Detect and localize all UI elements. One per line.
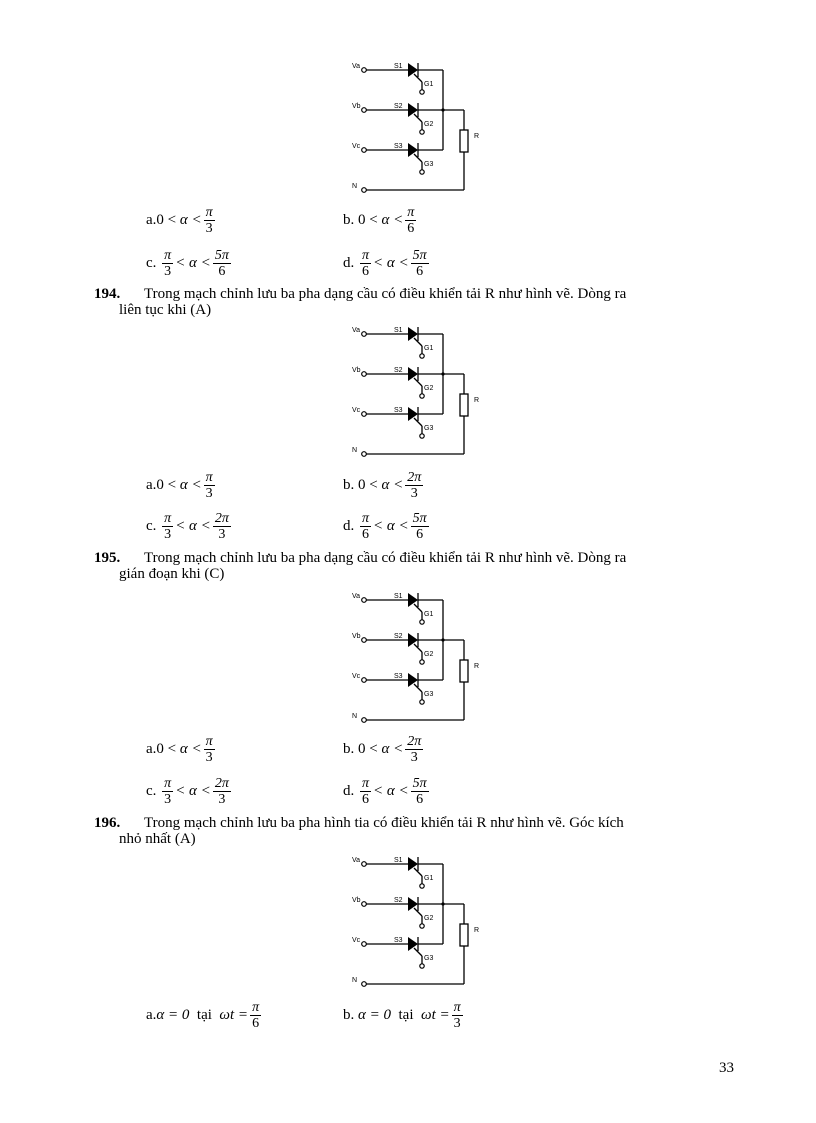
g2-label: G2 — [424, 915, 434, 922]
n-label: N — [352, 447, 358, 454]
answer-b: b. 0 < α < $\frac{2\pi}{3}$ — [343, 733, 422, 765]
rectifier-circuit-diagram — [340, 852, 490, 992]
s1-label: S1 — [394, 63, 403, 70]
rectifier-circuit-diagram — [340, 322, 490, 462]
fraction: $\frac{5\pi}{6}$ — [412, 247, 427, 279]
va-label: Va — [352, 593, 361, 600]
n-label: N — [352, 183, 358, 190]
answer-d: d. $\frac{\pi}{6}$ < α < $\frac{5\pi}{6}$ — [343, 775, 427, 807]
s3-label: S3 — [394, 673, 403, 680]
answer-c: c. $\frac{\pi}{3}$ < α < $\frac{5\pi}{6}$ — [146, 247, 229, 279]
vb-label: Vb — [352, 633, 361, 640]
n-label: N — [352, 713, 358, 720]
answer-c: c. $\frac{\pi}{3}$ < α < $\frac{2\pi}{3}$ — [146, 510, 229, 542]
answer-c: c. $\frac{\pi}{3}$ < α < $\frac{2\pi}{3}$ — [146, 775, 229, 807]
fraction: $\frac{5\pi}{6}$ — [412, 510, 427, 542]
fraction: $\frac{\pi}{6}$ — [362, 510, 370, 542]
g1-label: G1 — [424, 81, 434, 88]
question-text-line2: liên tục khi (A) — [119, 302, 212, 318]
s3-label: S3 — [394, 143, 403, 150]
fraction: $\frac{\pi}{3}$ — [164, 775, 172, 807]
fraction: $\frac{2\pi}{3}$ — [214, 510, 229, 542]
fraction: $\frac{5\pi}{6}$ — [214, 247, 229, 279]
fraction: $\frac{\pi}{3}$ — [205, 469, 213, 501]
s2-label: S2 — [394, 103, 403, 110]
g1-label: G1 — [424, 345, 434, 352]
va-label: Va — [352, 63, 361, 70]
fraction: $\frac{\pi}{6}$ — [362, 775, 370, 807]
n-label: N — [352, 977, 358, 984]
answer-d: d. $\frac{\pi}{6}$ < α < $\frac{5\pi}{6}$ — [343, 247, 427, 279]
question-196 — [94, 815, 742, 847]
question-number: 194. — [94, 286, 121, 302]
vb-label: Vb — [352, 103, 361, 110]
g3-label: G3 — [424, 691, 434, 698]
answer-a: a. 0 < α < $\frac{\pi}{3}$ — [146, 733, 213, 765]
r-label: R — [474, 927, 480, 934]
s1-label: S1 — [394, 327, 403, 334]
answer-a: a. 0 < α < $\frac{\pi}{3}$ — [146, 469, 213, 501]
s2-label: S2 — [394, 897, 403, 904]
fraction: $\frac{\pi}{6}$ — [362, 247, 370, 279]
g2-label: G2 — [424, 385, 434, 392]
question-text: Trong mạch chỉnh lưu ba pha dạng cầu có điều khiển tải R như hình vẽ. Dòng ra — [144, 550, 627, 566]
vc-label: Vc — [352, 937, 361, 944]
vc-label: Vc — [352, 407, 361, 414]
s2-label: S2 — [394, 367, 403, 374]
question-text-line2: nhỏ nhất (A) — [119, 831, 196, 847]
g1-label: G1 — [424, 611, 434, 618]
g3-label: G3 — [424, 425, 434, 432]
g1-label: G1 — [424, 875, 434, 882]
s3-label: S3 — [394, 407, 403, 414]
question-text: Trong mạch chỉnh lưu ba pha dạng cầu có điều khiển tải R như hình vẽ. Dòng ra — [144, 286, 627, 302]
answer-b: b. 0 < α < $\frac{\pi}{6}$ — [343, 204, 415, 236]
va-label: Va — [352, 857, 361, 864]
answer-d: d. $\frac{\pi}{6}$ < α < $\frac{5\pi}{6}$ — [343, 510, 427, 542]
g3-label: G3 — [424, 161, 434, 168]
s1-label: S1 — [394, 593, 403, 600]
vc-label: Vc — [352, 143, 361, 150]
s1-label: S1 — [394, 857, 403, 864]
s2-label: S2 — [394, 633, 403, 640]
s3-label: S3 — [394, 937, 403, 944]
fraction: $\frac{\pi}{3}$ — [453, 999, 461, 1031]
fraction: $\frac{5\pi}{6}$ — [412, 775, 427, 807]
question-text: Trong mạch chỉnh lưu ba pha hình tia có điều khiển tải R như hình vẽ. Góc kích — [144, 815, 624, 831]
answer-b: b. 0 < α < $\frac{2\pi}{3}$ — [343, 469, 422, 501]
question-number: 196. — [94, 815, 121, 831]
vc-label: Vc — [352, 673, 361, 680]
fraction: $\frac{\pi}{3}$ — [164, 247, 172, 279]
question-text-line2: gián đoạn khi (C) — [119, 566, 225, 582]
vb-label: Vb — [352, 367, 361, 374]
fraction: $\frac{2\pi}{3}$ — [214, 775, 229, 807]
answer-b: b. α = 0 tại ωt = $\frac{\pi}{3}$ — [343, 999, 461, 1031]
fraction: $\frac{2\pi}{3}$ — [407, 469, 422, 501]
rectifier-circuit-diagram — [340, 58, 490, 198]
fraction: $\frac{\pi}{3}$ — [205, 733, 213, 765]
fraction: $\frac{\pi}{3}$ — [164, 510, 172, 542]
r-label: R — [474, 663, 480, 670]
g3-label: G3 — [424, 955, 434, 962]
fraction: $\frac{\pi}{6}$ — [252, 999, 260, 1031]
question-194 — [94, 286, 742, 318]
rectifier-circuit-diagram — [340, 588, 490, 728]
fraction: $\frac{\pi}{3}$ — [205, 204, 213, 236]
r-label: R — [474, 397, 480, 404]
answer-a: a. 0 < α < $\frac{\pi}{3}$ — [146, 204, 213, 236]
va-label: Va — [352, 327, 361, 334]
g2-label: G2 — [424, 651, 434, 658]
answer-a: a. α = 0 tại ωt = $\frac{\pi}{6}$ — [146, 999, 260, 1031]
r-label: R — [474, 133, 480, 140]
vb-label: Vb — [352, 897, 361, 904]
question-195 — [94, 550, 742, 582]
question-number: 195. — [94, 550, 121, 566]
fraction: $\frac{\pi}{6}$ — [407, 204, 415, 236]
fraction: $\frac{2\pi}{3}$ — [407, 733, 422, 765]
g2-label: G2 — [424, 121, 434, 128]
page-number: 33 — [719, 1060, 734, 1076]
